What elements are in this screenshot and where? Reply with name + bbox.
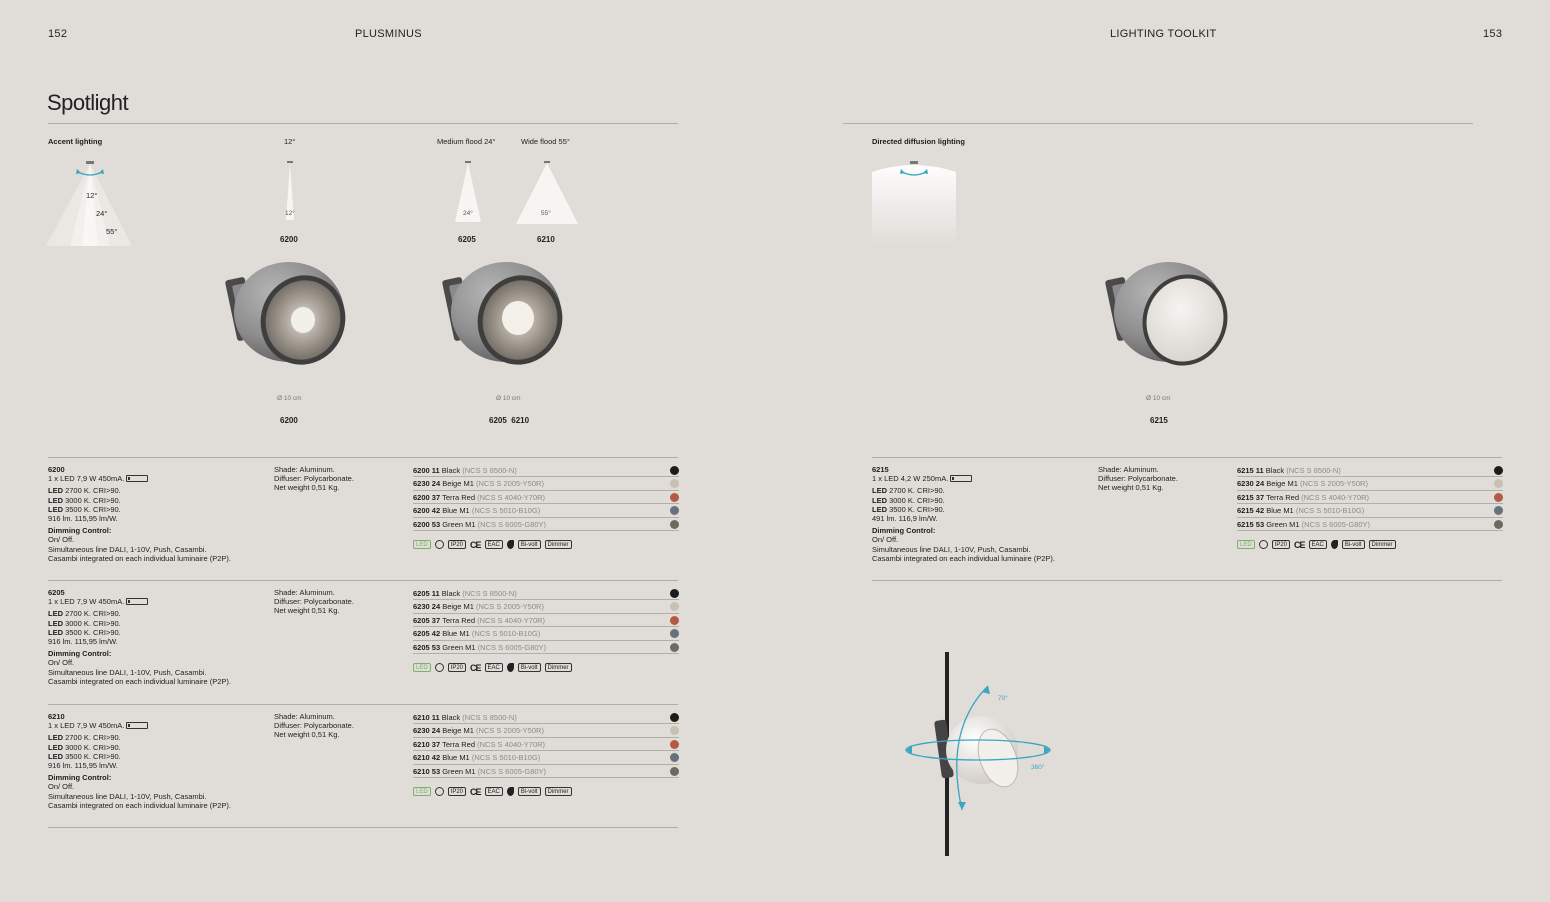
variant-ncs: (NCS S 6005-G80Y)	[477, 642, 547, 652]
beam-55-code: 6210	[537, 235, 555, 244]
spec-divider	[48, 457, 678, 458]
spec-led-line	[48, 743, 268, 752]
spec-text-6205	[48, 588, 268, 686]
bulb-icon	[1259, 540, 1268, 549]
beam-12-code: 6200	[280, 235, 298, 244]
ce-mark-icon: CE	[470, 662, 481, 673]
color-swatch	[670, 506, 679, 515]
color-swatch	[1494, 466, 1503, 475]
variant-name: Terra Red	[442, 615, 476, 625]
spec-led-label: LED	[872, 495, 887, 505]
color-variant-row[interactable]	[413, 504, 679, 517]
rotation-vertical-label: 70°	[998, 695, 1008, 702]
accent-angle-55: 55°	[106, 227, 118, 236]
diameter-6200: Ø 10 cm	[277, 395, 302, 402]
spec-led-label: LED	[48, 504, 63, 514]
variant-name: Blue M1	[442, 506, 470, 516]
variant-ncs: (NCS S 6005-G80Y)	[477, 519, 547, 529]
variant-code: 6205 53	[413, 642, 441, 652]
diameter-6205-6210: Ø 10 cm	[496, 395, 521, 402]
spec-power	[48, 597, 268, 606]
variant-code: 6200 11	[413, 466, 440, 475]
spec-lumen: 491 lm. 116,9 lm/W.	[872, 514, 938, 524]
spec-materials-6210	[274, 712, 354, 740]
page-number-right: 153	[1483, 28, 1503, 40]
beam-12-inner: 12°	[285, 210, 295, 217]
variant-name: Terra Red	[442, 492, 476, 502]
eac-icon: EAC	[485, 787, 503, 796]
variant-name: Green M1	[1266, 519, 1300, 529]
battery-icon	[126, 598, 148, 605]
beam-55-label: Wide flood 55°	[521, 137, 570, 146]
spec-dimming-title: Dimming Control:	[48, 773, 112, 783]
spec-text-6210	[48, 712, 268, 810]
spec-led-label: LED	[48, 618, 63, 628]
color-swatch	[670, 629, 679, 638]
color-variant-row[interactable]	[1237, 477, 1503, 490]
variant-code: 6205 37	[413, 615, 441, 625]
spec-lumen: 916 lm. 115,95 lm/W.	[48, 514, 118, 524]
variant-ncs: (NCS S 2005-Y50R)	[1300, 479, 1368, 489]
spec-divider	[48, 580, 678, 581]
ip20-icon: IP20	[448, 540, 466, 549]
spec-code: 6215	[872, 465, 889, 474]
variant-name: Blue M1	[442, 629, 470, 639]
title-divider-right	[843, 123, 1473, 124]
variant-name: Terra Red	[1266, 492, 1300, 502]
spec-led-value: 3500 K. CRI>90.	[63, 504, 121, 514]
spec-lumen: 916 lm. 115,95 lm/W.	[48, 761, 118, 771]
spec-led-value: 3500 K. CRI>90.	[63, 751, 121, 761]
variant-ncs: (NCS S 6005-G80Y)	[477, 766, 547, 776]
spec-dimming-title: Dimming Control:	[48, 649, 112, 659]
color-variant-row[interactable]	[413, 464, 679, 477]
color-variant-row[interactable]	[1237, 464, 1503, 477]
variant-ncs: (NCS S 8500-N)	[462, 466, 517, 475]
bulb-icon	[435, 663, 444, 672]
spec-led-value: 3000 K. CRI>90.	[887, 495, 945, 505]
color-variant-row[interactable]	[413, 600, 679, 613]
spec-dimming-line: Casambi integrated on each individual luminaire (P2P).	[48, 800, 232, 810]
variant-ncs: (NCS S 4040-Y70R)	[477, 615, 546, 625]
eco-leaf-icon	[1331, 540, 1338, 549]
variant-name: Black	[441, 466, 461, 475]
color-swatch	[670, 726, 679, 735]
color-swatch	[670, 602, 679, 611]
material-line: Diffuser: Polycarbonate.	[274, 474, 354, 484]
spec-materials-6205	[274, 588, 354, 616]
variant-code: 6215 42	[1237, 506, 1265, 516]
spec-dimming-title: Dimming Control:	[48, 526, 112, 536]
color-variant-row[interactable]	[413, 627, 679, 640]
net-weight: Net weight 0,51 Kg.	[274, 483, 340, 493]
ce-mark-icon: CE	[470, 539, 481, 550]
material-line: Shade: Aluminum.	[274, 465, 335, 474]
variant-ncs: (NCS S 2005-Y50R)	[476, 726, 544, 736]
accent-beam-diagram	[46, 158, 136, 248]
rotation-horizontal-label: 360°	[1031, 764, 1045, 771]
beam-24-label: Medium flood 24°	[437, 137, 496, 146]
product-code-6205-6210: 6205 6210	[489, 416, 530, 425]
certification-icons	[413, 786, 679, 798]
spec-led-label: LED	[48, 486, 63, 496]
spec-dimming-line: On/ Off.	[48, 658, 75, 668]
variant-name: Beige M1	[442, 602, 474, 612]
spec-divider	[48, 704, 678, 705]
variant-code: 6200 37	[413, 492, 441, 502]
led-icon: LED	[1237, 540, 1255, 549]
material-line: Diffuser: Polycarbonate.	[1098, 474, 1178, 484]
color-variant-row[interactable]	[413, 724, 679, 737]
net-weight: Net weight 0,51 Kg.	[274, 730, 340, 740]
material-line: Shade: Aluminum.	[274, 588, 335, 597]
color-swatch	[670, 520, 679, 529]
variant-code: 6230 24	[413, 479, 441, 489]
certification-icons	[1237, 539, 1503, 551]
spec-led-line	[48, 496, 268, 505]
spec-led-label: LED	[48, 751, 63, 761]
spec-led-label: LED	[872, 486, 887, 496]
spec-led-value: 3000 K. CRI>90.	[63, 495, 121, 505]
variant-code: 6210 37	[413, 739, 441, 749]
accent-lighting-label: Accent lighting	[48, 137, 103, 146]
variant-code: 6215 11	[1237, 466, 1264, 475]
variant-ncs: (NCS S 4040-Y70R)	[1301, 492, 1370, 502]
spec-materials-6200	[274, 465, 354, 493]
color-variant-row[interactable]	[413, 587, 679, 600]
variant-code: 6205 42	[413, 629, 441, 639]
brand-name: PLUSMINUS	[355, 28, 422, 40]
color-swatch	[670, 466, 679, 475]
page-number-left: 152	[48, 28, 68, 40]
variant-code: 6230 24	[1237, 479, 1265, 489]
spec-led-line	[48, 733, 268, 742]
led-icon: LED	[413, 663, 431, 672]
variant-code: 6210 42	[413, 753, 441, 763]
beam-12-label: 12°	[284, 137, 296, 146]
spec-dimming-line: Casambi integrated on each individual luminaire (P2P).	[872, 553, 1056, 563]
spec-led-line	[872, 486, 1092, 495]
spec-dimming-line: Simultaneous line DALI, 1-10V, Push, Casambi.	[48, 544, 207, 554]
ip20-icon: IP20	[448, 787, 466, 796]
diffusion-beam-diagram	[870, 158, 958, 248]
variant-code: 6215 37	[1237, 492, 1265, 502]
color-swatch	[670, 616, 679, 625]
color-variant-row[interactable]	[1237, 518, 1503, 531]
material-line: Diffuser: Polycarbonate.	[274, 721, 354, 731]
color-swatch	[670, 589, 679, 598]
spec-led-label: LED	[872, 504, 887, 514]
spec-power	[48, 721, 268, 730]
variant-name: Blue M1	[1266, 506, 1294, 516]
spec-divider-bottom	[872, 580, 1502, 581]
color-variant-row[interactable]	[413, 614, 679, 627]
variant-name: Green M1	[442, 766, 476, 776]
variant-name: Green M1	[442, 642, 476, 652]
variant-ncs: (NCS S 2005-Y50R)	[476, 479, 544, 489]
beam-24-code: 6205	[458, 235, 476, 244]
color-swatch	[1494, 493, 1503, 502]
color-swatch	[670, 767, 679, 776]
spec-power-text: 1 x LED 4,2 W 250mA.	[872, 474, 949, 484]
color-variants-6205	[413, 587, 679, 674]
beam-55-inner: 55°	[541, 210, 551, 217]
color-variant-row[interactable]	[413, 765, 679, 778]
spec-power	[872, 474, 1092, 483]
spec-divider-bottom	[48, 827, 678, 828]
spec-dimming-line: On/ Off.	[48, 782, 75, 792]
color-variant-row[interactable]	[413, 518, 679, 531]
dimmer-icon: Dimmer	[545, 540, 572, 549]
eac-icon: EAC	[485, 663, 503, 672]
net-weight: Net weight 0,51 Kg.	[1098, 483, 1164, 493]
spec-dimming-line: Simultaneous line DALI, 1-10V, Push, Casambi.	[872, 544, 1031, 554]
spec-led-line	[872, 505, 1092, 514]
material-line: Shade: Aluminum.	[274, 712, 335, 721]
spec-dimming-line: Simultaneous line DALI, 1-10V, Push, Casambi.	[48, 667, 207, 677]
variant-code: 6200 53	[413, 519, 441, 529]
variant-ncs: (NCS S 6005-G80Y)	[1301, 519, 1371, 529]
spec-led-line	[48, 609, 268, 618]
spec-led-value: 2700 K. CRI>90.	[63, 486, 121, 496]
spec-power-text: 1 x LED 7,9 W 450mA.	[48, 474, 125, 484]
spec-dimming-line: Casambi integrated on each individual luminaire (P2P).	[48, 676, 232, 686]
variant-name: Beige M1	[442, 479, 474, 489]
directed-diffusion-label: Directed diffusion lighting	[872, 137, 965, 146]
bi-volt-icon: Bi-volt	[518, 663, 541, 672]
spec-led-value: 3500 K. CRI>90.	[63, 627, 121, 637]
eco-leaf-icon	[507, 787, 514, 796]
spec-led-line	[48, 628, 268, 637]
spec-code: 6210	[48, 712, 65, 721]
bulb-icon	[435, 787, 444, 796]
product-code-6200: 6200	[280, 416, 298, 425]
certification-icons	[413, 539, 679, 551]
color-variants-6200	[413, 464, 679, 551]
eco-leaf-icon	[507, 663, 514, 672]
material-line: Diffuser: Polycarbonate.	[274, 597, 354, 607]
accent-angle-24: 24°	[96, 209, 108, 218]
spec-text-6200	[48, 465, 268, 563]
color-swatch	[670, 753, 679, 762]
color-variant-row[interactable]	[413, 738, 679, 751]
bulb-icon	[435, 540, 444, 549]
color-swatch	[670, 479, 679, 488]
spec-led-label: LED	[48, 609, 63, 619]
spec-power-text: 1 x LED 7,9 W 450mA.	[48, 597, 125, 607]
ce-mark-icon: CE	[470, 786, 481, 797]
dimmer-icon: Dimmer	[545, 787, 572, 796]
spec-led-label: LED	[48, 627, 63, 637]
variant-code: 6230 24	[413, 726, 441, 736]
spec-led-value: 2700 K. CRI>90.	[63, 609, 121, 619]
color-swatch	[670, 643, 679, 652]
spec-power-text: 1 x LED 7,9 W 450mA.	[48, 721, 125, 731]
color-swatch	[670, 740, 679, 749]
color-variant-row[interactable]	[413, 477, 679, 490]
color-variants-6215	[1237, 464, 1503, 551]
dimmer-icon: Dimmer	[545, 663, 572, 672]
spec-dimming-line: On/ Off.	[48, 535, 75, 545]
color-variants-6210	[413, 711, 679, 798]
variant-name: Terra Red	[442, 739, 476, 749]
variant-ncs: (NCS S 4040-Y70R)	[477, 492, 546, 502]
variant-ncs: (NCS S 8500-N)	[1286, 466, 1341, 475]
spec-divider	[872, 457, 1502, 458]
title-divider	[48, 123, 678, 124]
variant-ncs: (NCS S 8500-N)	[462, 713, 517, 722]
net-weight: Net weight 0,51 Kg.	[274, 606, 340, 616]
spec-code: 6200	[48, 465, 65, 474]
variant-name: Black	[441, 589, 461, 598]
variant-ncs: (NCS S 5010-B10G)	[471, 629, 541, 639]
variant-name: Beige M1	[442, 726, 474, 736]
color-variant-row[interactable]	[1237, 491, 1503, 504]
color-variant-row[interactable]	[413, 641, 679, 654]
product-image-6215	[1105, 258, 1235, 378]
spec-led-value: 3000 K. CRI>90.	[63, 618, 121, 628]
battery-icon	[126, 475, 148, 482]
color-variant-row[interactable]	[413, 751, 679, 764]
material-line: Shade: Aluminum.	[1098, 465, 1159, 474]
variant-name: Black	[1265, 466, 1285, 475]
variant-ncs: (NCS S 4040-Y70R)	[477, 739, 546, 749]
color-variant-row[interactable]	[413, 491, 679, 504]
spec-dimming-line: Casambi integrated on each individual luminaire (P2P).	[48, 553, 232, 563]
spec-dimming-line: On/ Off.	[872, 535, 899, 545]
variant-ncs: (NCS S 2005-Y50R)	[476, 602, 544, 612]
product-image-6205-6210	[442, 258, 572, 378]
rotation-diagram	[900, 650, 1060, 860]
accent-angle-12: 12°	[86, 191, 98, 200]
variant-code: 6210 11	[413, 713, 440, 722]
spec-led-label: LED	[48, 742, 63, 752]
section-name: LIGHTING TOOLKIT	[1110, 28, 1217, 40]
spec-led-line	[872, 496, 1092, 505]
ip20-icon: IP20	[1272, 540, 1290, 549]
variant-code: 6230 24	[413, 602, 441, 612]
spec-led-value: 2700 K. CRI>90.	[887, 486, 945, 496]
bi-volt-icon: Bi-volt	[1342, 540, 1365, 549]
color-swatch	[670, 493, 679, 502]
spec-text-6215	[872, 465, 1092, 563]
variant-ncs: (NCS S 8500-N)	[462, 589, 517, 598]
variant-code: 6200 42	[413, 506, 441, 516]
product-image-6200	[225, 258, 355, 378]
variant-code: 6215 53	[1237, 519, 1265, 529]
color-swatch	[1494, 479, 1503, 488]
color-swatch	[1494, 520, 1503, 529]
spec-led-line	[48, 619, 268, 628]
color-variant-row[interactable]	[1237, 504, 1503, 517]
led-icon: LED	[413, 787, 431, 796]
product-code-6215: 6215	[1150, 416, 1168, 425]
variant-ncs: (NCS S 5010-B10G)	[471, 506, 541, 516]
variant-name: Blue M1	[442, 753, 470, 763]
bi-volt-icon: Bi-volt	[518, 540, 541, 549]
variant-name: Beige M1	[1266, 479, 1298, 489]
variant-ncs: (NCS S 5010-B10G)	[1295, 506, 1365, 516]
variant-code: 6205 11	[413, 589, 440, 598]
certification-icons	[413, 662, 679, 674]
spec-materials-6215	[1098, 465, 1178, 493]
spec-led-line	[48, 505, 268, 514]
eac-icon: EAC	[1309, 540, 1327, 549]
diameter-6215: Ø 10 cm	[1146, 395, 1171, 402]
spec-dimming-title: Dimming Control:	[872, 526, 936, 536]
battery-icon	[126, 722, 148, 729]
dimmer-icon: Dimmer	[1369, 540, 1396, 549]
spec-dimming-line: Simultaneous line DALI, 1-10V, Push, Casambi.	[48, 791, 207, 801]
beam-24-inner: 24°	[463, 210, 473, 217]
spec-led-value: 3500 K. CRI>90.	[887, 504, 945, 514]
eco-leaf-icon	[507, 540, 514, 549]
spec-led-line	[48, 486, 268, 495]
ip20-icon: IP20	[448, 663, 466, 672]
variant-name: Green M1	[442, 519, 476, 529]
battery-icon	[950, 475, 972, 482]
color-swatch	[670, 713, 679, 722]
bi-volt-icon: Bi-volt	[518, 787, 541, 796]
spec-power	[48, 474, 268, 483]
spec-led-value: 2700 K. CRI>90.	[63, 733, 121, 743]
spec-led-value: 3000 K. CRI>90.	[63, 742, 121, 752]
variant-code: 6210 53	[413, 766, 441, 776]
color-variant-row[interactable]	[413, 711, 679, 724]
eac-icon: EAC	[485, 540, 503, 549]
spec-led-label: LED	[48, 733, 63, 743]
color-swatch	[1494, 506, 1503, 515]
variant-ncs: (NCS S 5010-B10G)	[471, 753, 541, 763]
spec-led-line	[48, 752, 268, 761]
spec-lumen: 916 lm. 115,95 lm/W.	[48, 637, 118, 647]
ce-mark-icon: CE	[1294, 539, 1305, 550]
page-title: Spotlight	[47, 90, 129, 115]
spec-led-label: LED	[48, 495, 63, 505]
spec-code: 6205	[48, 588, 65, 597]
led-icon: LED	[413, 540, 431, 549]
variant-name: Black	[441, 713, 461, 722]
